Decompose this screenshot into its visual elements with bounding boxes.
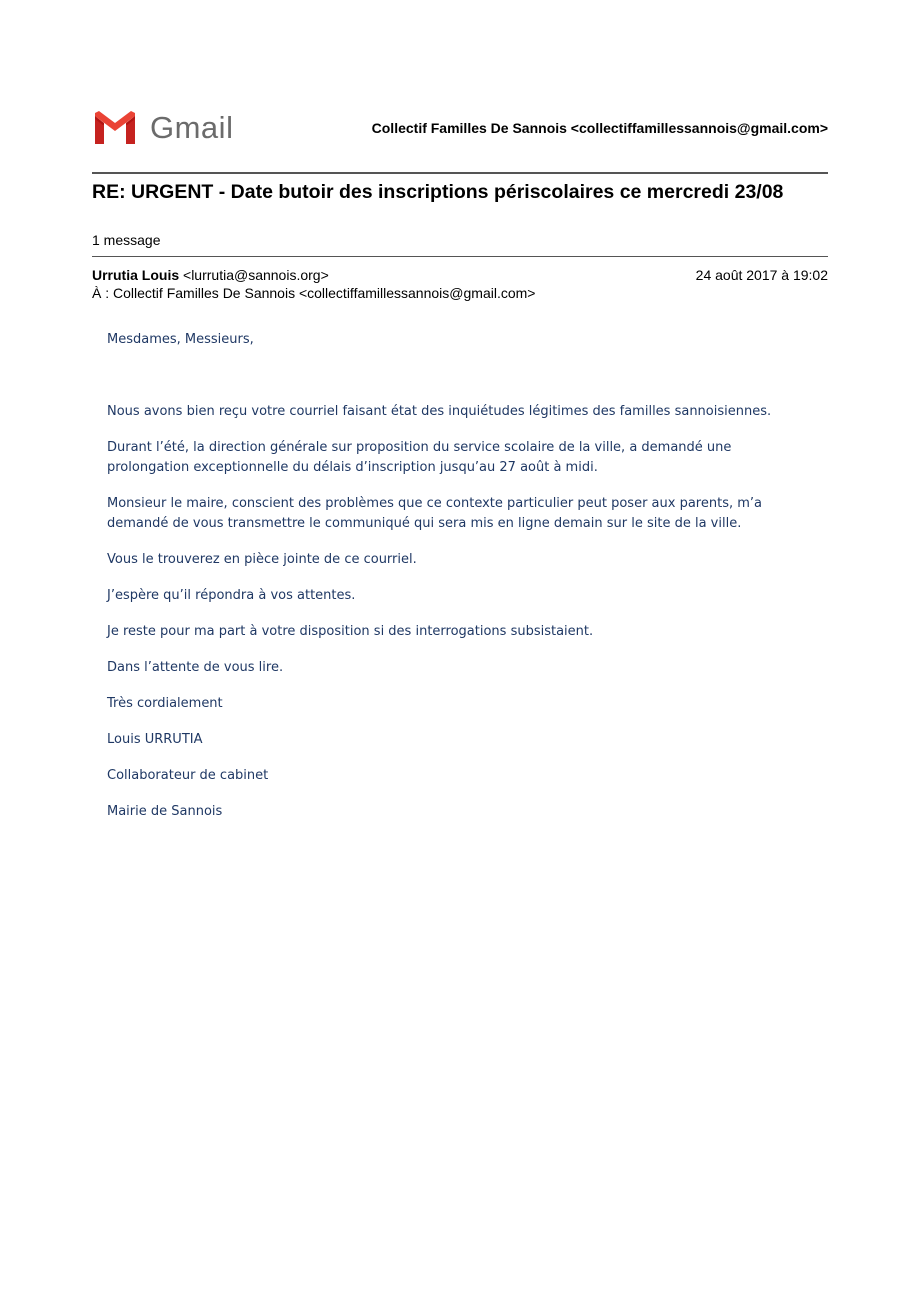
body-paragraph: Nous avons bien reçu votre courriel faisant état des inquiétudes légitimes des familles sannoisiennes. [107, 404, 772, 419]
gmail-wordmark: Gmail [150, 110, 234, 145]
account-address: Collectif Familles De Sannois <collectiffamillessannois@gmail.com> [371, 120, 828, 136]
sender-line [92, 266, 828, 284]
body-paragraph: Dans l’attente de vous lire. [107, 660, 284, 675]
gmail-logo [92, 110, 233, 146]
body-paragraph: Monsieur le maire, conscient des problèmes que ce contexte particulier peut poser aux parents, m’a demandé de vous transmettre le communiqué qui sera mis en ligne demain sur le site de la ville. [107, 496, 763, 531]
message-date: 24 août 2017 à 19:02 [695, 267, 828, 283]
signature-name: Louis URRUTIA [107, 732, 203, 747]
gmail-m-icon [92, 110, 138, 146]
sender-name: Urrutia Louis [92, 267, 180, 283]
thread-subject: RE: URGENT - Date butoir des inscriptions périscolaires ce mercredi 23/08 [92, 181, 784, 203]
recipient-line: À : Collectif Familles De Sannois <collectiffamillessannois@gmail.com> [92, 285, 536, 301]
body-paragraph: Durant l’été, la direction générale sur proposition du service scolaire de la ville, a demandé une prolongation exceptionnelle du délais d’inscription jusqu’au 27 août à midi. [107, 440, 732, 475]
signature-title: Collaborateur de cabinet [107, 768, 269, 783]
body-paragraph: J’espère qu’il répondra à vos attentes. [107, 588, 356, 603]
message-count: 1 message [92, 232, 161, 248]
page-header [92, 108, 828, 152]
body-paragraph: Je reste pour ma part à votre disposition si des interrogations subsistaient. [107, 624, 594, 639]
header-divider [92, 172, 828, 174]
message-body [107, 330, 807, 838]
sender-email: <lurrutia@sannois.org> [183, 267, 329, 283]
signature-organization: Mairie de Sannois [107, 804, 223, 819]
body-paragraph: Vous le trouverez en pièce jointe de ce courriel. [107, 552, 417, 567]
body-greeting: Mesdames, Messieurs, [107, 332, 254, 347]
subject-divider [92, 256, 828, 257]
signature-closing: Très cordialement [107, 696, 223, 711]
